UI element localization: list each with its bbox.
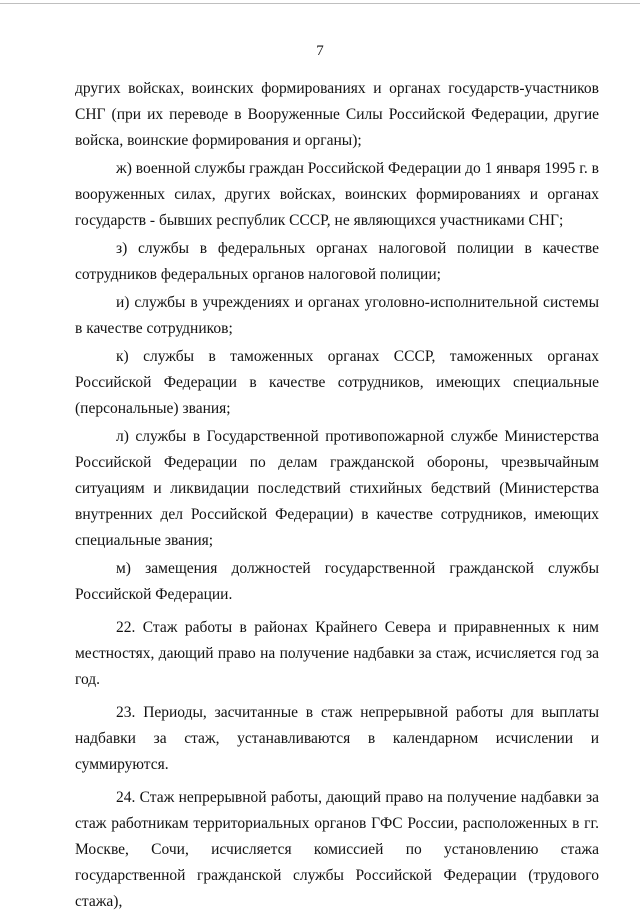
paragraph-item-i: и) службы в учреждениях и органах уголовно-исполнительной системы в качестве сотрудников;: [75, 294, 599, 337]
paragraph-item-z: з) службы в федеральных органах налоговой полиции в качестве сотрудников федеральных органов налоговой полиции;: [75, 240, 599, 283]
paragraph-section-23: 23. Периоды, засчитанные в стаж непрерывной работы для выплаты надбавки за стаж, устанавливаются в календарном исчислении и суммируются.: [75, 704, 599, 773]
paragraph-section-24: 24. Стаж непрерывной работы, дающий право на получение надбавки за стаж работникам территориальных органов ГФС России, расположенных в гг. Москве, Сочи, исчисляется комиссией по установлению стажа государственной гражданской службы Российской Федерации (трудового стажа),: [75, 789, 599, 910]
paragraph-item-zh: ж) военной службы граждан Российской Федерации до 1 января 1995 г. в вооруженных силах, других войсках, воинских формированиях и органах государств - бывших республик СССР, не являющихся участниками СНГ;: [75, 160, 599, 229]
paragraph-continuation: других войсках, воинских формированиях и органах государств-участников СНГ (при их переводе в Вооруженные Силы Российской Федерации, другие войска, воинские формирования и органы);: [75, 80, 599, 149]
paragraph-item-l: л) службы в Государственной противопожарной службе Министерства Российской Федерации по делам гражданской обороны, чрезвычайным ситуациям и ликвидации последствий стихийных бедствий (Министерства внутренних дел Российской Федерации) в качестве сотрудников, имеющих специальные звания;: [75, 428, 599, 549]
page-number: 7: [316, 43, 324, 59]
page-top-edge-line: [0, 3, 640, 4]
paragraph-item-k: к) службы в таможенных органах СССР, таможенных органах Российской Федерации в качестве сотрудников, имеющих специальные (персональные) звания;: [75, 348, 599, 417]
paragraph-section-22: 22. Стаж работы в районах Крайнего Севера и приравненных к ним местностях, дающий право на получение надбавки за стаж, исчисляется год за год.: [75, 619, 599, 688]
document-body: [75, 76, 599, 917]
paragraph-item-m: м) замещения должностей государственной гражданской службы Российской Федерации.: [75, 560, 599, 603]
